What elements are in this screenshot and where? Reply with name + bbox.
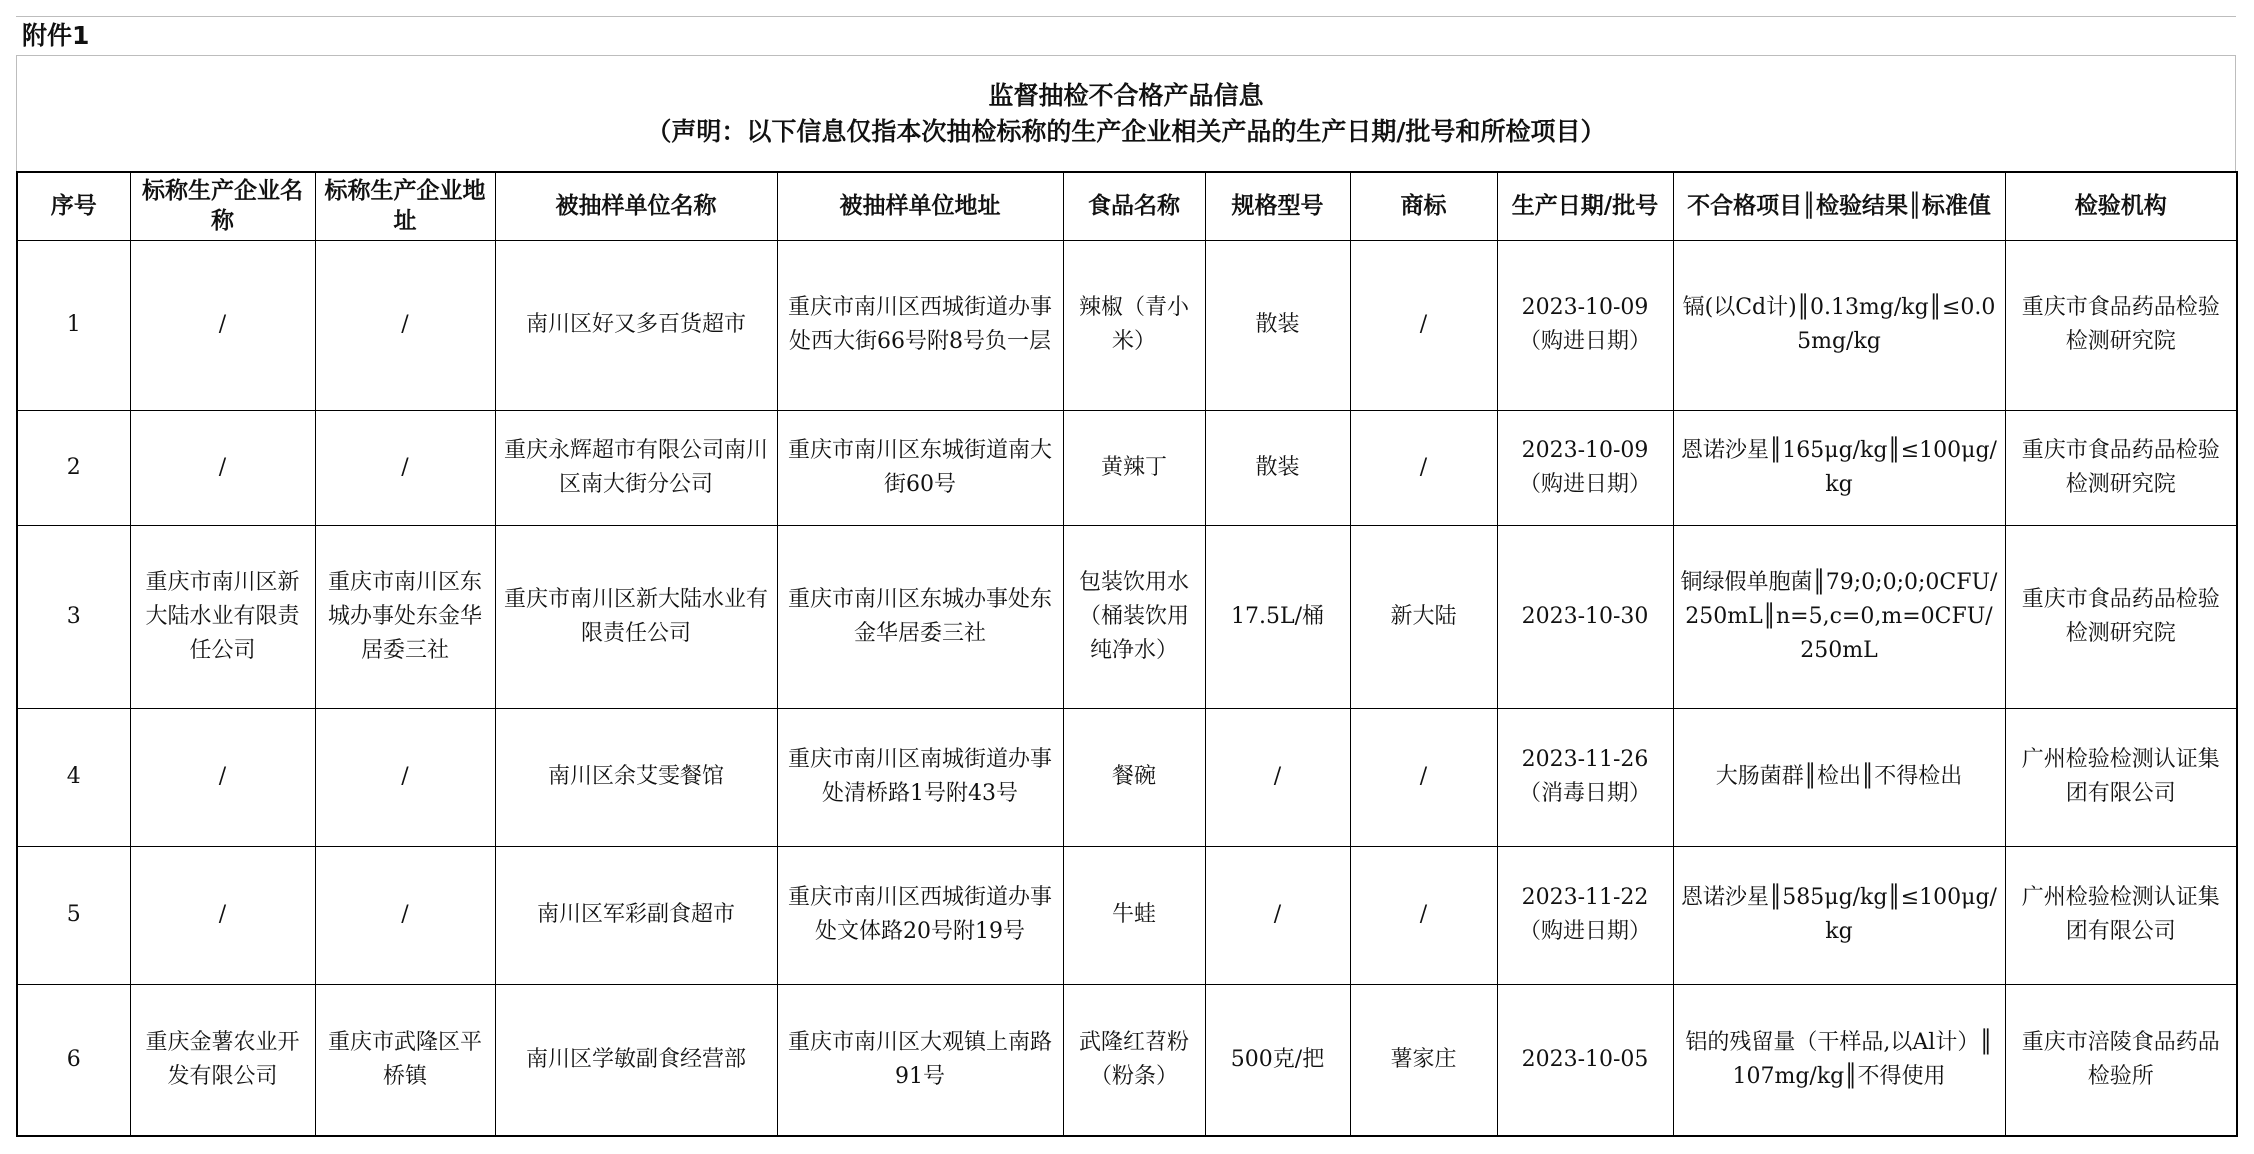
cell-sampled-unit[interactable]: 南川区军彩副食超市 <box>495 846 777 984</box>
cell-maker-address[interactable]: 重庆市南川区东城办事处东金华居委三社 <box>315 525 495 708</box>
cell-agency[interactable]: 重庆市食品药品检验检测研究院 <box>2005 240 2237 410</box>
cell-brand[interactable]: / <box>1350 240 1497 410</box>
cell-sampled-unit-address[interactable]: 重庆市南川区大观镇上南路91号 <box>777 984 1063 1136</box>
cell-maker[interactable]: 重庆市南川区新大陆水业有限责任公司 <box>130 525 315 708</box>
table-header <box>17 172 2237 240</box>
cell-date[interactable]: 2023-10-05 <box>1497 984 1673 1136</box>
cell-maker-address[interactable]: 重庆市武隆区平桥镇 <box>315 984 495 1136</box>
cell-sampled-unit[interactable]: 南川区好又多百货超市 <box>495 240 777 410</box>
cell-no[interactable]: 3 <box>17 525 130 708</box>
col-header-failed-item[interactable]: 不合格项目║检验结果║标准值 <box>1673 172 2005 240</box>
cell-no[interactable]: 1 <box>17 240 130 410</box>
cell-maker[interactable]: / <box>130 240 315 410</box>
cell-date[interactable]: 2023-10-30 <box>1497 525 1673 708</box>
table-row <box>17 846 2237 984</box>
table-body <box>17 240 2237 1136</box>
table-row <box>17 984 2237 1136</box>
cell-agency[interactable]: 重庆市食品药品检验检测研究院 <box>2005 525 2237 708</box>
cell-maker-address[interactable]: / <box>315 240 495 410</box>
cell-brand[interactable]: / <box>1350 846 1497 984</box>
cell-food[interactable]: 包装饮用水（桶装饮用纯净水） <box>1063 525 1205 708</box>
cell-brand[interactable]: / <box>1350 708 1497 846</box>
cell-spec[interactable]: / <box>1205 846 1350 984</box>
results-table <box>16 171 2238 1137</box>
cell-failed-item[interactable]: 恩诺沙星║585μg/kg║≤100μg/kg <box>1673 846 2005 984</box>
table-row <box>17 525 2237 708</box>
title-block <box>16 56 2236 171</box>
header-row <box>17 172 2237 240</box>
cell-date[interactable]: 2023-11-26（消毒日期） <box>1497 708 1673 846</box>
col-header-maker-address[interactable]: 标称生产企业地址 <box>315 172 495 240</box>
cell-spec[interactable]: / <box>1205 708 1350 846</box>
cell-brand[interactable]: 新大陆 <box>1350 525 1497 708</box>
cell-agency[interactable]: 广州检验检测认证集团有限公司 <box>2005 708 2237 846</box>
cell-maker-address[interactable]: / <box>315 708 495 846</box>
annex-label: 附件1 <box>16 16 2236 56</box>
cell-spec[interactable]: 散装 <box>1205 240 1350 410</box>
cell-no[interactable]: 4 <box>17 708 130 846</box>
cell-sampled-unit-address[interactable]: 重庆市南川区西城街道办事处西大街66号附8号负一层 <box>777 240 1063 410</box>
cell-food[interactable]: 牛蛙 <box>1063 846 1205 984</box>
table-row <box>17 708 2237 846</box>
cell-failed-item[interactable]: 恩诺沙星║165μg/kg║≤100μg/kg <box>1673 410 2005 525</box>
cell-failed-item[interactable]: 铜绿假单胞菌║79;0;0;0;0CFU/250mL║n=5,c=0,m=0CFU/250mL <box>1673 525 2005 708</box>
cell-maker[interactable]: / <box>130 846 315 984</box>
col-header-spec[interactable]: 规格型号 <box>1205 172 1350 240</box>
page-subtitle: （声明：以下信息仅指本次抽检标称的生产企业相关产品的生产日期/批号和所检项目） <box>646 117 1606 146</box>
cell-brand[interactable]: / <box>1350 410 1497 525</box>
cell-no[interactable]: 5 <box>17 846 130 984</box>
cell-agency[interactable]: 重庆市食品药品检验检测研究院 <box>2005 410 2237 525</box>
cell-spec[interactable]: 17.5L/桶 <box>1205 525 1350 708</box>
cell-sampled-unit-address[interactable]: 重庆市南川区东城街道南大街60号 <box>777 410 1063 525</box>
cell-sampled-unit-address[interactable]: 重庆市南川区西城街道办事处文体路20号附19号 <box>777 846 1063 984</box>
cell-date[interactable]: 2023-11-22（购进日期） <box>1497 846 1673 984</box>
cell-failed-item[interactable]: 铝的残留量（干样品,以Al计）║107mg/kg║不得使用 <box>1673 984 2005 1136</box>
cell-spec[interactable]: 散装 <box>1205 410 1350 525</box>
cell-agency[interactable]: 重庆市涪陵食品药品检验所 <box>2005 984 2237 1136</box>
cell-brand[interactable]: 薯家庄 <box>1350 984 1497 1136</box>
cell-food[interactable]: 餐碗 <box>1063 708 1205 846</box>
cell-sampled-unit[interactable]: 南川区余艾雯餐馆 <box>495 708 777 846</box>
cell-maker[interactable]: / <box>130 708 315 846</box>
cell-maker[interactable]: / <box>130 410 315 525</box>
col-header-food[interactable]: 食品名称 <box>1063 172 1205 240</box>
cell-sampled-unit[interactable]: 重庆永辉超市有限公司南川区南大街分公司 <box>495 410 777 525</box>
cell-no[interactable]: 2 <box>17 410 130 525</box>
cell-sampled-unit[interactable]: 重庆市南川区新大陆水业有限责任公司 <box>495 525 777 708</box>
cell-food[interactable]: 辣椒（青小米） <box>1063 240 1205 410</box>
cell-sampled-unit-address[interactable]: 重庆市南川区南城街道办事处清桥路1号附43号 <box>777 708 1063 846</box>
cell-food[interactable]: 黄辣丁 <box>1063 410 1205 525</box>
col-header-no[interactable]: 序号 <box>17 172 130 240</box>
cell-maker-address[interactable]: / <box>315 410 495 525</box>
col-header-sampled-unit[interactable]: 被抽样单位名称 <box>495 172 777 240</box>
cell-date[interactable]: 2023-10-09（购进日期） <box>1497 240 1673 410</box>
col-header-brand[interactable]: 商标 <box>1350 172 1497 240</box>
cell-agency[interactable]: 广州检验检测认证集团有限公司 <box>2005 846 2237 984</box>
cell-failed-item[interactable]: 大肠菌群║检出║不得检出 <box>1673 708 2005 846</box>
cell-date[interactable]: 2023-10-09（购进日期） <box>1497 410 1673 525</box>
col-header-sampled-unit-address[interactable]: 被抽样单位地址 <box>777 172 1063 240</box>
cell-food[interactable]: 武隆红苕粉（粉条） <box>1063 984 1205 1136</box>
cell-no[interactable]: 6 <box>17 984 130 1136</box>
col-header-maker[interactable]: 标称生产企业名称 <box>130 172 315 240</box>
cell-sampled-unit[interactable]: 南川区学敏副食经营部 <box>495 984 777 1136</box>
cell-maker-address[interactable]: / <box>315 846 495 984</box>
col-header-date[interactable]: 生产日期/批号 <box>1497 172 1673 240</box>
spreadsheet <box>16 16 2236 1137</box>
page-title: 监督抽检不合格产品信息 <box>988 81 1264 110</box>
table-row <box>17 410 2237 525</box>
cell-sampled-unit-address[interactable]: 重庆市南川区东城办事处东金华居委三社 <box>777 525 1063 708</box>
table-row <box>17 240 2237 410</box>
cell-failed-item[interactable]: 镉(以Cd计)║0.13mg/kg║≤0.05mg/kg <box>1673 240 2005 410</box>
cell-spec[interactable]: 500克/把 <box>1205 984 1350 1136</box>
cell-maker[interactable]: 重庆金薯农业开发有限公司 <box>130 984 315 1136</box>
col-header-agency[interactable]: 检验机构 <box>2005 172 2237 240</box>
